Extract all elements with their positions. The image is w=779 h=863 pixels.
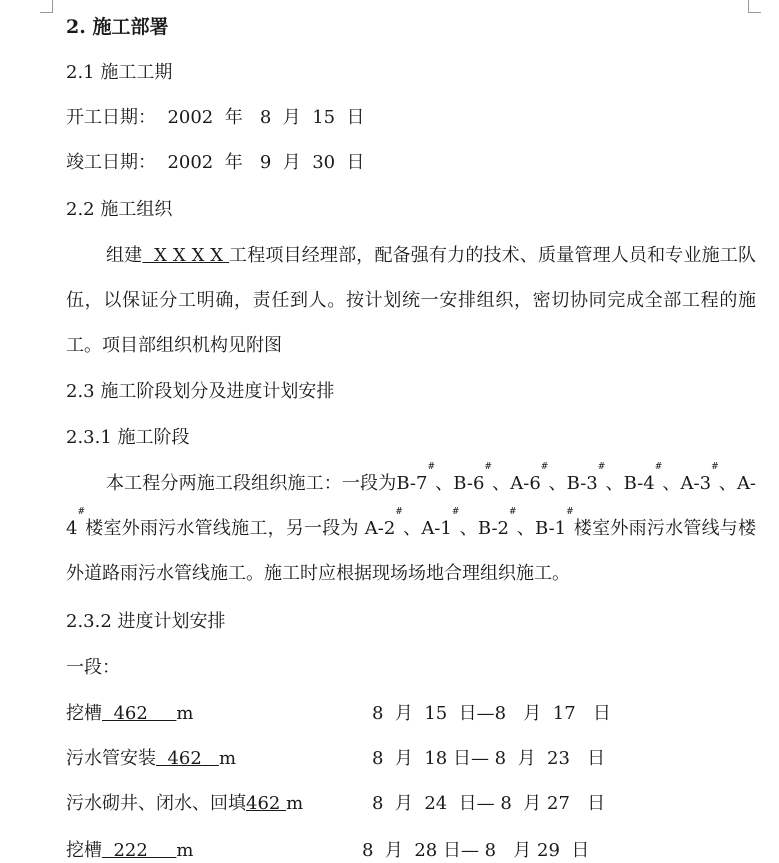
building-mark: # <box>654 462 663 472</box>
separator: 、 <box>435 473 454 494</box>
building-code: A-2 <box>364 518 396 539</box>
schedule-task <box>66 792 303 816</box>
end-date-line: 竣工日期： 2002 年 9 月 30 日 <box>66 152 365 173</box>
building-code: B-1 <box>535 518 567 539</box>
schedule-task <box>66 702 194 726</box>
separator: 、 <box>718 473 737 494</box>
building-mark: # <box>509 507 517 517</box>
separator: 、 <box>548 473 567 494</box>
building-mark: # <box>484 462 492 472</box>
section-heading: 2. 施工部署 <box>66 16 169 38</box>
org-prefix: 组建 <box>106 245 143 266</box>
task-quantity: 222 <box>102 840 177 861</box>
building-code: B-3 <box>566 473 598 494</box>
building-code: B-7 <box>396 473 428 494</box>
task-unit: m <box>176 703 194 724</box>
schedule-task <box>66 839 194 863</box>
task-quantity: 462 <box>102 703 177 724</box>
stage-paragraph <box>66 461 756 596</box>
building-code: A-4 <box>66 473 757 539</box>
building-code: B-4 <box>623 473 655 494</box>
task-date-range: 8 月 28 日— 8 月 29 日 <box>362 840 590 861</box>
project-name-placeholder: X X X X <box>142 245 230 266</box>
stage-intro: 本工程分两施工段组织施工：一段为 <box>106 473 397 494</box>
task-quantity: 462 <box>156 748 219 769</box>
crop-mark-top-right <box>748 0 761 13</box>
task-quantity: 462 <box>246 793 287 814</box>
separator: 、 <box>491 473 511 494</box>
organization-paragraph <box>66 233 756 368</box>
task-unit: m <box>176 840 194 861</box>
building-mark: # <box>711 462 719 472</box>
subsection-2-3-title: 2.3 施工阶段划分及进度计划安排 <box>66 381 335 402</box>
task-name: 挖槽 <box>66 703 102 724</box>
separator: 、 <box>605 473 624 494</box>
task-unit: m <box>286 793 304 814</box>
separator: 、 <box>459 518 478 539</box>
crop-mark-top-left <box>40 0 53 13</box>
start-date-line: 开工日期： 2002 年 8 月 15 日 <box>66 107 365 128</box>
building-mark: # <box>395 507 403 517</box>
building-mark: # <box>566 507 574 517</box>
org-rest: 工程项目经理部，配备强有力的技术、质量管理人员和专业施工队伍，以保证分工明确，责任到人。按计划统一安排组织，密切协同完成全部工程的施工。项目部组织机构见附图 <box>66 245 756 356</box>
task-name: 污水管安装 <box>66 748 156 769</box>
segment-two-buildings <box>364 507 574 539</box>
task-date-range: 8 月 24 日— 8 月 27 日 <box>372 793 606 814</box>
stage-end: 楼室外雨污水管线与楼外道路雨污水管线施工。施工时应根据现场场地合理组织施工。 <box>66 518 757 584</box>
building-code: B-6 <box>453 473 485 494</box>
task-name: 污水砌井、闭水、回填 <box>66 793 246 814</box>
building-code: B-2 <box>477 518 509 539</box>
stage-mid: 楼室外雨污水管线施工，另一段为 <box>85 518 365 539</box>
separator: 、 <box>516 518 536 539</box>
stage-one-label: 一段： <box>66 657 120 678</box>
building-code: A-1 <box>421 518 452 539</box>
subsection-2-3-2-title: 2.3.2 进度计划安排 <box>66 611 226 632</box>
building-code: A-6 <box>510 473 541 494</box>
task-name: 挖槽 <box>66 840 102 861</box>
building-mark: # <box>451 507 460 517</box>
subsection-2-2-title: 2.2 施工组织 <box>66 199 173 220</box>
task-date-range: 8 月 18 日— 8 月 23 日 <box>372 748 606 769</box>
building-mark: # <box>597 462 606 472</box>
task-unit: m <box>218 748 237 769</box>
task-date-range: 8 月 15 日—8 月 17 日 <box>372 703 611 724</box>
subsection-2-3-1-title: 2.3.1 施工阶段 <box>66 427 190 448</box>
building-code: A-3 <box>680 473 712 494</box>
separator: 、 <box>662 473 681 494</box>
separator: 、 <box>402 518 422 539</box>
building-mark: # <box>77 507 85 517</box>
schedule-task <box>66 747 236 771</box>
building-mark: # <box>427 462 435 472</box>
building-mark: # <box>540 462 549 472</box>
subsection-2-1-title: 2.1 施工工期 <box>66 62 173 83</box>
